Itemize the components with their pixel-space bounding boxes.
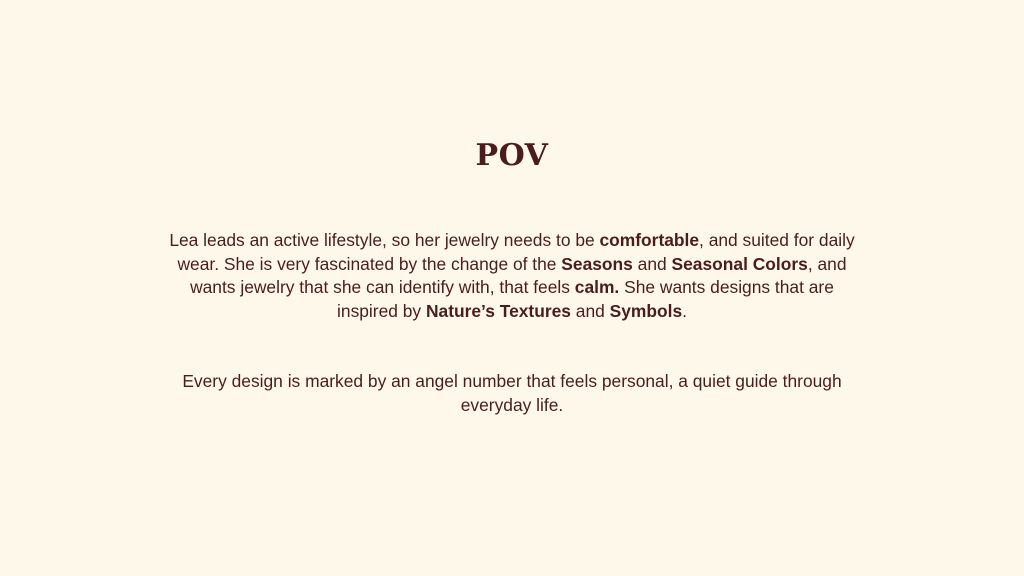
- text-segment: and: [632, 253, 672, 274]
- keyword-comfortable: comfortable: [599, 230, 700, 250]
- keyword-natures-textures: Nature’s Textures: [425, 300, 571, 321]
- text-segment: .: [682, 300, 687, 321]
- pov-description: [162, 229, 862, 323]
- text-segment: Lea leads an active lifestyle, so her jewelry needs to be: [169, 230, 600, 250]
- text-segment: , and wants jewelry that she can identify with, that feels: [190, 253, 847, 297]
- text-segment: and: [570, 300, 610, 321]
- angel-number-description: Every design is marked by an angel number that feels personal, a quiet guide through everyday life.: [182, 371, 842, 415]
- text-segment: She wants designs that are inspired by: [337, 277, 834, 321]
- slide-title: POV: [475, 138, 549, 173]
- keyword-seasons: Seasons: [561, 253, 633, 274]
- keyword-symbols: Symbols: [609, 300, 683, 321]
- text-segment: , and suited for daily wear. She is very fascinated by the change of the: [177, 230, 855, 274]
- keyword-calm: calm.: [574, 277, 620, 297]
- keyword-seasonal-colors: Seasonal Colors: [671, 253, 808, 274]
